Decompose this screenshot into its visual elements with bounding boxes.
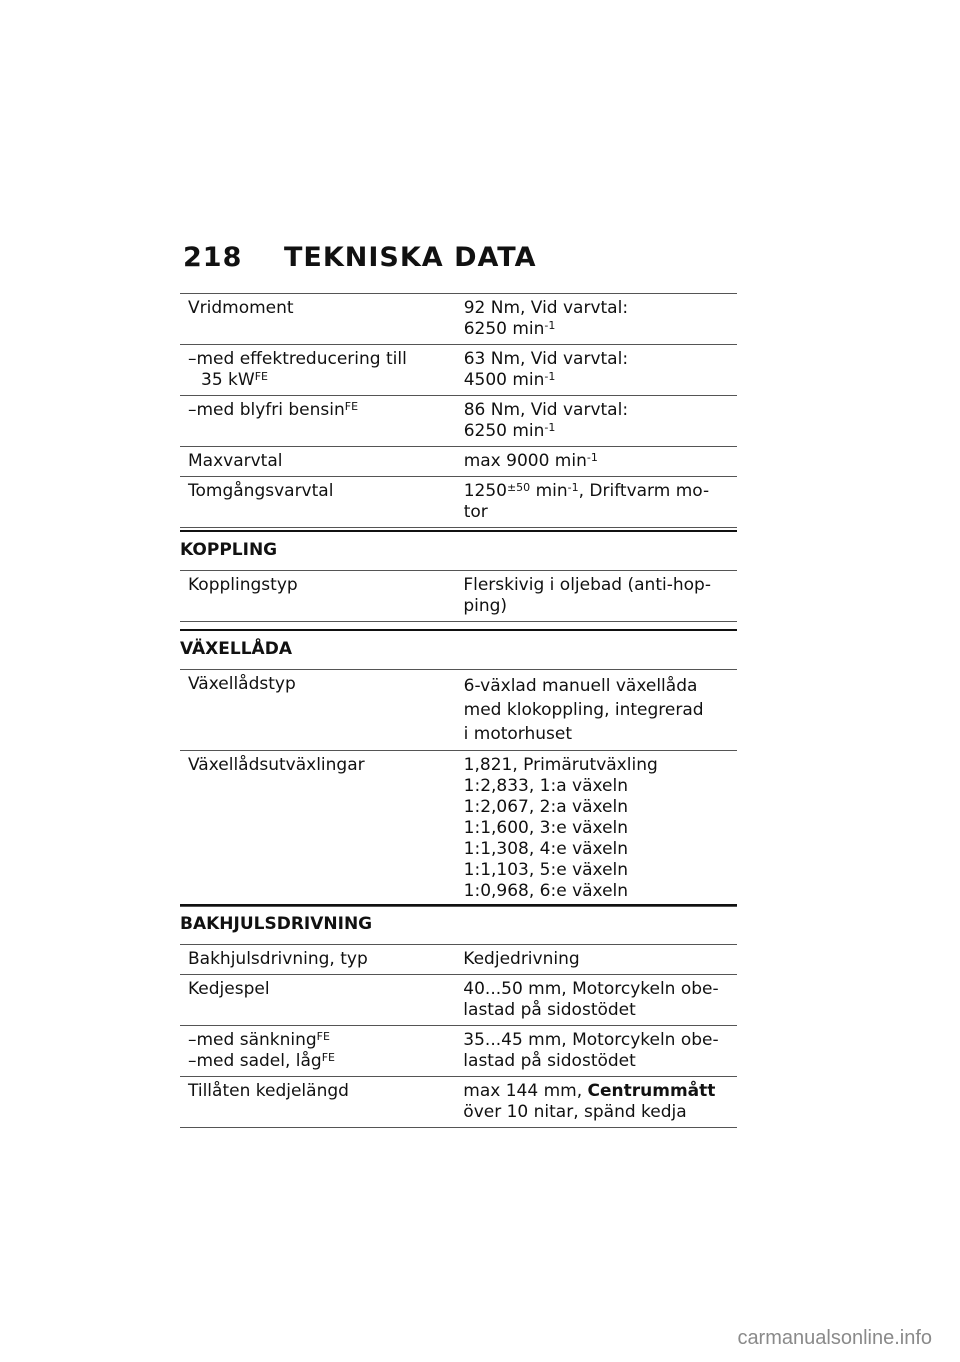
section-title: KOPPLING [180, 530, 737, 566]
row-label: –med effektreducering till 35 $kW^{FE}$ [180, 345, 456, 396]
page-number: 218 [183, 242, 243, 273]
row-label: Tomgångsvarvtal [180, 477, 456, 528]
row-value: Kedjedrivning [455, 945, 737, 975]
row-label: Växellådsutväxlingar [180, 751, 456, 907]
row-label: –med sänkning$^{FE}$ –med sadel, låg$^{FE}$ [180, 1026, 455, 1077]
row-value: max 9000 $\min^{-1}$ [456, 447, 737, 477]
table-row [180, 447, 737, 477]
rear-drive-section [180, 904, 737, 1128]
table-row [180, 396, 737, 447]
row-value: 92 Nm, Vid varvtal: 6250 $\min^{-1}$ [456, 294, 737, 345]
row-value: 86 Nm, Vid varvtal: 6250 $\min^{-1}$ [456, 396, 737, 447]
row-label: Bakhjulsdrivning, typ [180, 945, 455, 975]
row-value: Flerskivig i oljebad (anti-hop- ping) [455, 571, 737, 622]
table-row [180, 670, 737, 751]
table-row [180, 1077, 737, 1128]
page-title: TEKNISKA DATA [284, 242, 537, 273]
row-label: Växellådstyp [180, 670, 456, 751]
row-label: Vridmoment [180, 294, 456, 345]
row-value: max 144 mm, Centrummått över 10 nitar, spänd kedja [455, 1077, 737, 1128]
row-value: 40...50 mm, Motorcykeln obe- lastad på sidostödet [455, 975, 737, 1026]
table-row [180, 294, 737, 345]
page-header [183, 242, 537, 273]
table-row [180, 1026, 737, 1077]
row-value: 63 Nm, Vid varvtal: 4500 $\min^{-1}$ [456, 345, 737, 396]
table-row [180, 345, 737, 396]
watermark: carmanualsonline.info [737, 1327, 932, 1349]
clutch-section [180, 530, 737, 622]
row-value: 6-växlad manuell växellåda med klokoppling, integrerad i motorhuset [456, 670, 737, 751]
row-label: Kopplingstyp [180, 571, 455, 622]
section-title: VÄXELLÅDA [180, 629, 737, 665]
row-label: Maxvarvtal [180, 447, 456, 477]
gearbox-section [180, 629, 737, 907]
engine-table [180, 293, 737, 528]
row-value: 35...45 mm, Motorcykeln obe- lastad på sidostödet [455, 1026, 737, 1077]
table-row [180, 571, 737, 622]
row-value: 1,821, Primärutväxling 1:2,833, 1:a växeln 1:2,067, 2:a växeln 1:1,600, 3:e växeln 1:1,308, 4:e växeln 1:1,103, 5:e växeln 1:0,968, 6:e växeln [456, 751, 737, 907]
table-row [180, 477, 737, 528]
row-value: $1250^{\pm 50}$ $\min^{-1}$, Driftvarm mo- tor [456, 477, 737, 528]
row-label: Tillåten kedjelängd [180, 1077, 455, 1128]
section-title: BAKHJULSDRIVNING [180, 904, 737, 940]
table-row [180, 975, 737, 1026]
table-row [180, 751, 737, 907]
table-row [180, 945, 737, 975]
row-label: Kedjespel [180, 975, 455, 1026]
row-label: –med blyfri bensin$^{FE}$ [180, 396, 456, 447]
